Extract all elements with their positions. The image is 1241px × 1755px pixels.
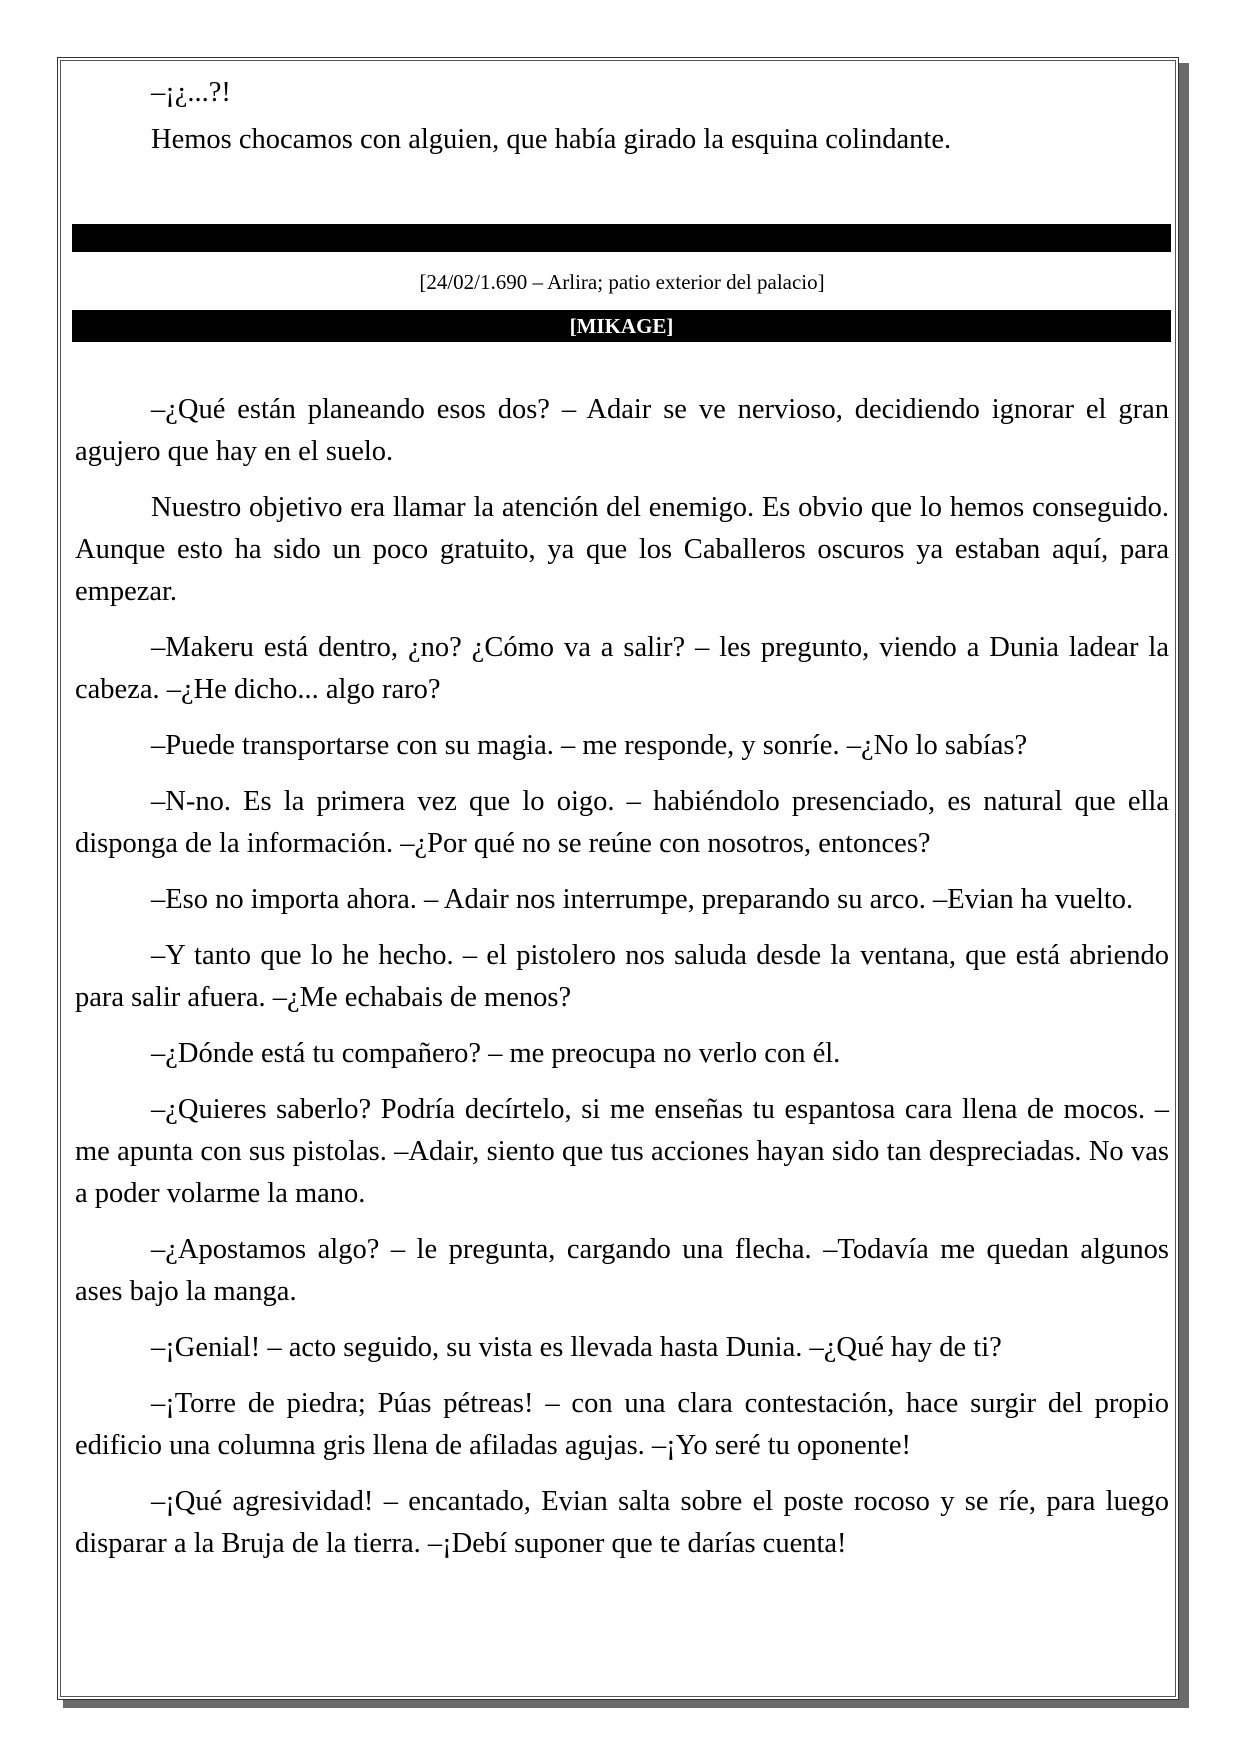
paragraph: –¿Dónde está tu compañero? – me preocupa no verlo con él. (151, 1038, 841, 1069)
scene-info: [24/02/1.690 – Arlira; patio exterior del palacio] (419, 270, 825, 294)
paragraph: –¡Qué agresividad! – encantado, Evian salta sobre el poste rocoso y se ríe, para luego disparar a la Bruja de la tierra. –¡Debí suponer que te darías cuenta! (75, 1486, 1169, 1559)
paragraph: –Y tanto que lo he hecho. – el pistolero nos saluda desde la ventana, que está abriendo para salir afuera. –¿Me echabais de menos? (75, 940, 1169, 1013)
paragraph: –¿Apostamos algo? – le pregunta, cargando una flecha. –Todavía me quedan algunos ases bajo la manga. (75, 1234, 1169, 1307)
spacer (75, 342, 1169, 389)
paragraph: –Makeru está dentro, ¿no? ¿Cómo va a salir? – les pregunto, viendo a Dunia ladear la cabeza. –¿He dicho... algo raro? (75, 632, 1169, 705)
opening-line-2: Hemos chocamos con alguien, que había girado la esquina colindante. (151, 124, 952, 155)
scene-divider-bar (72, 224, 1171, 252)
paragraph: –¡Genial! – acto seguido, su vista es llevada hasta Dunia. –¿Qué hay de ti? (151, 1332, 1002, 1363)
body-text (75, 389, 1169, 1565)
paragraph: –N-no. Es la primera vez que lo oigo. – habiéndolo presenciado, es natural que ella disponga de la información. –¿Por qué no se reúne con nosotros, entonces? (75, 786, 1169, 859)
paragraph: –¿Qué están planeando esos dos? – Adair se ve nervioso, decidiendo ignorar el gran agujero que hay en el suelo. (75, 394, 1169, 467)
paragraph: –¡Torre de piedra; Púas pétreas! – con una clara contestación, hace surgir del propio edificio una columna gris llena de afiladas agujas. –¡Yo seré tu oponente! (75, 1388, 1169, 1461)
page-content (75, 72, 1169, 1579)
opening-line-1: –¡¿...?! (151, 77, 231, 108)
spacer (75, 175, 1169, 224)
paragraph: –Eso no importa ahora. – Adair nos interrumpe, preparando su arco. –Evian ha vuelto. (151, 884, 1134, 915)
paragraph: –¿Quieres saberlo? Podría decírtelo, si me enseñas tu espantosa cara llena de mocos. – me apunta con sus pistolas. –Adair, siento que tus acciones hayan sido tan despreciadas. No vas a poder volarme la mano. (75, 1094, 1169, 1209)
pov-header: [MIKAGE] (72, 310, 1171, 342)
paragraph: –Puede transportarse con su magia. – me responde, y sonríe. –¿No lo sabías? (151, 730, 1028, 761)
paragraph: Nuestro objetivo era llamar la atención del enemigo. Es obvio que lo hemos conseguido. Aunque esto ha sido un poco gratuito, ya que los Caballeros oscuros ya estaban aquí, para empezar. (75, 492, 1169, 607)
